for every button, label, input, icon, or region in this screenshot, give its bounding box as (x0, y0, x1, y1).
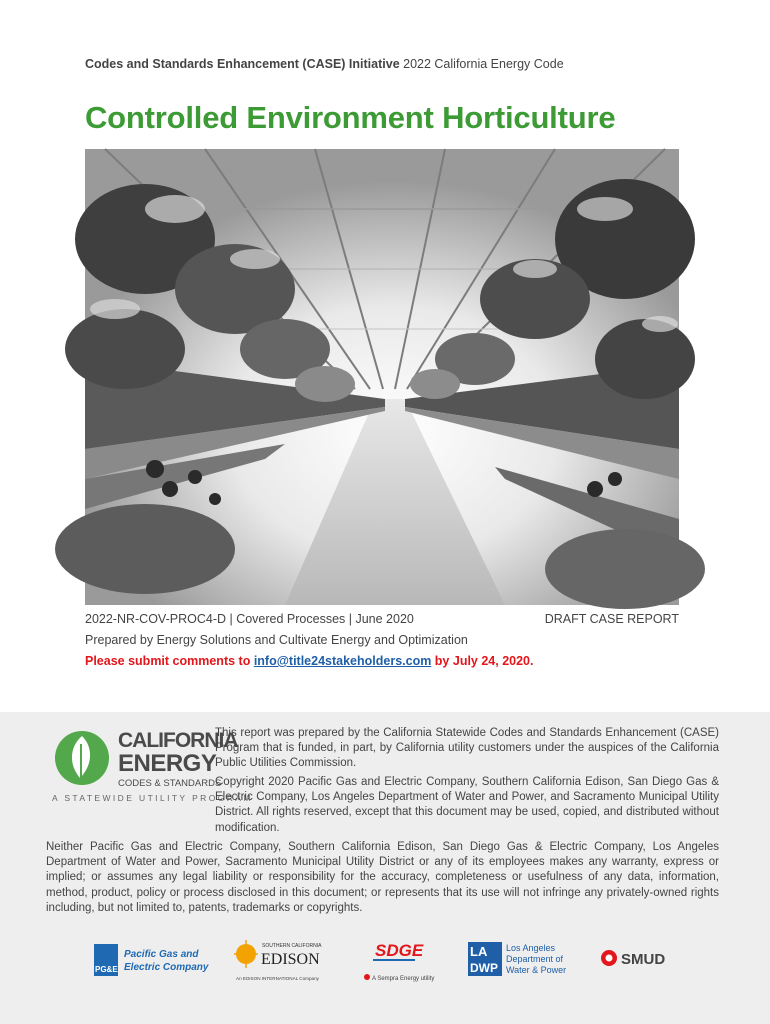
logo-text-energy: ENERGY (118, 750, 217, 777)
report-title: Controlled Environment Horticulture (85, 100, 616, 135)
sce-name: EDISON (261, 951, 320, 968)
draft-label: DRAFT CASE REPORT (544, 612, 679, 626)
pge-line2: Electric Company (124, 962, 209, 973)
pge-line1: Pacific Gas and (124, 949, 199, 960)
pge-mark-text: PG&E (95, 965, 118, 974)
pge-logo (94, 940, 209, 980)
sponsor-logos (0, 932, 770, 992)
sce-small: SOUTHERN CALIFORNIA (262, 943, 322, 949)
header-initiative-bold: Codes and Standards Enhancement (CASE) Initiative (85, 57, 400, 71)
smud-logo (600, 946, 680, 972)
ladwp-logo (468, 940, 578, 980)
smud-name: SMUD (621, 951, 666, 968)
prepared-by-line: Prepared by Energy Solutions and Cultivate Energy and Optimization (85, 633, 468, 647)
logo-text-codes: CODES & STANDARDS (118, 778, 222, 789)
disclaimer-paragraph: Neither Pacific Gas and Electric Company, Southern California Edison, San Diego Gas & Electric Company, Los Angeles Department of Water and Power, Sacramento Municipal Utility District or any of its employees makes any warranty, express or implied; or assumes any legal liability or responsibility for the accuracy, completeness or usefulness of any data, information, method, product, policy or process disclosed in this document; or represents that its use will not infringe any privately-owned rights including, but not limited to, patents, trademarks or copyrights. (46, 841, 719, 914)
comments-line (85, 654, 533, 668)
sdge-tag: A Sempra Energy utility (372, 976, 435, 982)
logo-text-california: CALIFORNIA (118, 729, 238, 752)
header-initiative-rest: 2022 California Energy Code (399, 57, 564, 71)
ladwp-line1: Los Angeles (506, 943, 556, 953)
sdge-logo (355, 936, 435, 986)
ladwp-line3: Water & Power (506, 965, 567, 975)
comments-email-link[interactable]: info@title24stakeholders.com (253, 654, 432, 668)
sce-logo (234, 938, 329, 984)
sdge-name: SDGE (375, 941, 424, 960)
comments-prefix: Please submit comments to (85, 654, 254, 668)
sce-tag: An EDISON INTERNATIONAL Company (236, 976, 319, 981)
header-initiative-line (85, 57, 564, 71)
ladwp-mark-top: LA (470, 944, 488, 959)
copyright-paragraph: Copyright 2020 Pacific Gas and Electric Company, Southern California Edison, San Diego Gas & Electric Company, Los Angeles Department of Water and Power, and Sacramento Municipal Utility District. All rights reserved, except that this document may be used, copied, and distributed without modification. (215, 776, 719, 834)
ladwp-line2: Department of (506, 954, 564, 964)
logo-tagline: A STATEWIDE UTILITY PROGRAM (52, 793, 253, 803)
report-id-line: 2022-NR-COV-PROC4-D | Covered Processes | June 2020 (85, 612, 414, 626)
funding-paragraph: This report was prepared by the California Statewide Codes and Standards Enhancement (CASE) Program that is funded, in part, by California utility customers under the auspices of the California Public Utilities Commission. (215, 727, 719, 770)
cover-photo-greenhouse-strawberries (85, 149, 679, 605)
comments-suffix: by July 24, 2020. (431, 654, 534, 668)
ladwp-mark-bottom: DWP (470, 961, 498, 975)
